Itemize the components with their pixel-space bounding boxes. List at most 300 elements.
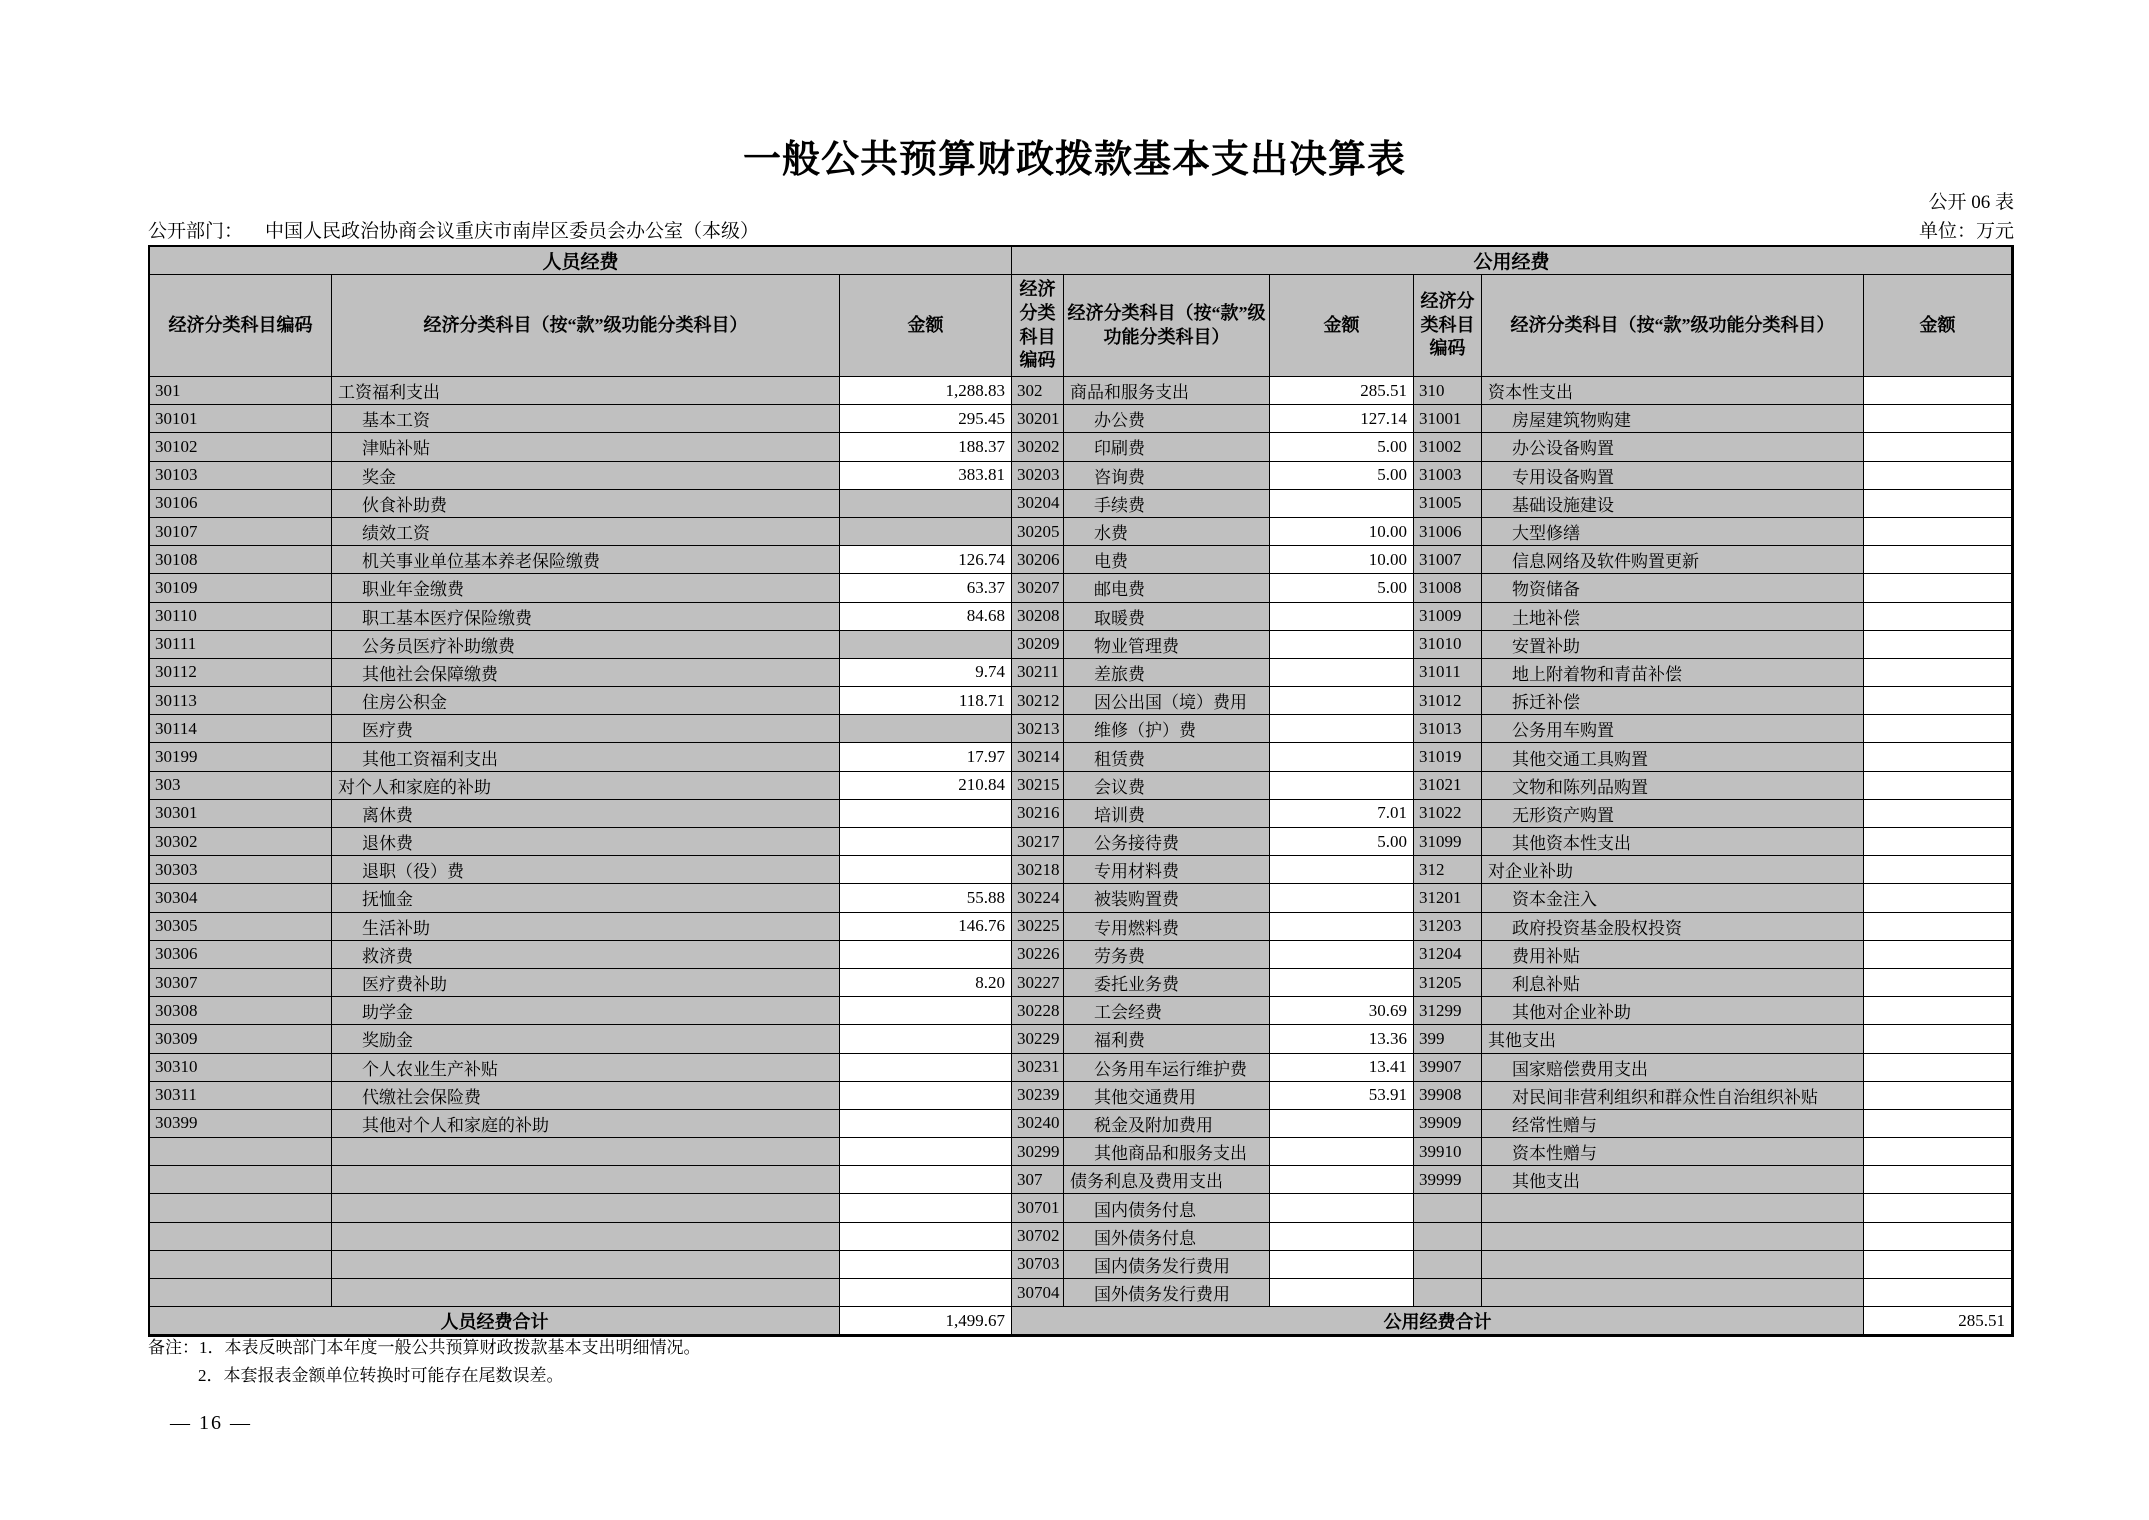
- right-subject-cell: 办公设备购置: [1482, 433, 1864, 461]
- left-subject-cell: 医疗费补助: [332, 969, 840, 997]
- department-line: [148, 216, 1398, 243]
- mid-subject-cell: 劳务费: [1064, 941, 1270, 969]
- left-subject-cell: 个人农业生产补贴: [332, 1054, 840, 1082]
- right-subject-cell: 对民间非营利组织和群众性自治组织补贴: [1482, 1082, 1864, 1110]
- right-code-cell: 31013: [1414, 715, 1482, 743]
- left-subject-cell: 医疗费: [332, 715, 840, 743]
- left-code-cell: 30310: [150, 1054, 332, 1082]
- right-code-cell: 31011: [1414, 659, 1482, 687]
- mid-code-cell: 30202: [1012, 433, 1064, 461]
- mid-amount-cell: 5.00: [1270, 828, 1414, 856]
- right-amount-cell: [1864, 603, 2012, 631]
- left-code-cell: 30199: [150, 743, 332, 771]
- left-amount-cell: [840, 1054, 1012, 1082]
- right-subject-cell: [1482, 1279, 1864, 1307]
- left-code-cell: 30307: [150, 969, 332, 997]
- right-subject-cell: 无形资产购置: [1482, 800, 1864, 828]
- mid-code-cell: 30208: [1012, 603, 1064, 631]
- column-header-code: 经济分类科目编码: [150, 275, 332, 377]
- right-code-cell: 31003: [1414, 462, 1482, 490]
- right-code-cell: 310: [1414, 377, 1482, 405]
- left-code-cell: [150, 1166, 332, 1194]
- mid-subject-cell: 国内债务付息: [1064, 1194, 1270, 1222]
- mid-code-cell: 30211: [1012, 659, 1064, 687]
- right-subject-cell: 其他支出: [1482, 1025, 1864, 1053]
- mid-code-cell: 30212: [1012, 687, 1064, 715]
- mid-amount-cell: 127.14: [1270, 405, 1414, 433]
- left-amount-cell: [840, 1166, 1012, 1194]
- left-amount-cell: 63.37: [840, 574, 1012, 602]
- column-header-amount: 金额: [1864, 275, 2012, 377]
- right-code-cell: 31299: [1414, 997, 1482, 1025]
- column-header-subject: 经济分类科目（按“款”级功能分类科目）: [332, 275, 840, 377]
- left-subject-cell: 职业年金缴费: [332, 574, 840, 602]
- mid-amount-cell: 5.00: [1270, 574, 1414, 602]
- right-amount-cell: [1864, 659, 2012, 687]
- mid-code-cell: 30704: [1012, 1279, 1064, 1307]
- mid-amount-cell: 30.69: [1270, 997, 1414, 1025]
- left-subject-cell: 绩效工资: [332, 518, 840, 546]
- budget-table: [148, 245, 2014, 1337]
- left-amount-cell: [840, 1025, 1012, 1053]
- left-code-cell: 30109: [150, 574, 332, 602]
- mid-amount-cell: [1270, 687, 1414, 715]
- mid-amount-cell: [1270, 1279, 1414, 1307]
- left-code-cell: 30304: [150, 884, 332, 912]
- mid-code-cell: 30231: [1012, 1054, 1064, 1082]
- section-header-personnel: 人员经费: [150, 247, 1012, 275]
- mid-subject-cell: 专用燃料费: [1064, 913, 1270, 941]
- right-subject-cell: [1482, 1223, 1864, 1251]
- mid-amount-cell: 285.51: [1270, 377, 1414, 405]
- left-amount-cell: 126.74: [840, 546, 1012, 574]
- right-amount-cell: [1864, 941, 2012, 969]
- public-total-amount: 285.51: [1864, 1307, 2012, 1335]
- right-code-cell: 31204: [1414, 941, 1482, 969]
- mid-subject-cell: 培训费: [1064, 800, 1270, 828]
- left-subject-cell: 生活补助: [332, 913, 840, 941]
- department-label: 公开部门：: [148, 221, 244, 242]
- left-amount-cell: 84.68: [840, 603, 1012, 631]
- left-amount-cell: 1,288.83: [840, 377, 1012, 405]
- right-amount-cell: [1864, 405, 2012, 433]
- mid-subject-cell: 被装购置费: [1064, 884, 1270, 912]
- mid-code-cell: 30204: [1012, 490, 1064, 518]
- right-subject-cell: [1482, 1194, 1864, 1222]
- right-subject-cell: 资本金注入: [1482, 884, 1864, 912]
- mid-code-cell: 30702: [1012, 1223, 1064, 1251]
- personnel-total-amount: 1,499.67: [840, 1307, 1012, 1335]
- mid-subject-cell: 国外债务发行费用: [1064, 1279, 1270, 1307]
- mid-code-cell: 30209: [1012, 631, 1064, 659]
- mid-subject-cell: 电费: [1064, 546, 1270, 574]
- right-code-cell: 31099: [1414, 828, 1482, 856]
- right-amount-cell: [1864, 913, 2012, 941]
- left-subject-cell: [332, 1223, 840, 1251]
- mid-subject-cell: 国外债务付息: [1064, 1223, 1270, 1251]
- left-subject-cell: 其他工资福利支出: [332, 743, 840, 771]
- left-code-cell: 30309: [150, 1025, 332, 1053]
- right-amount-cell: [1864, 433, 2012, 461]
- right-amount-cell: [1864, 997, 2012, 1025]
- mid-amount-cell: [1270, 603, 1414, 631]
- right-code-cell: 31012: [1414, 687, 1482, 715]
- right-subject-cell: 利息补贴: [1482, 969, 1864, 997]
- right-subject-cell: 地上附着物和青苗补偿: [1482, 659, 1864, 687]
- mid-code-cell: 30217: [1012, 828, 1064, 856]
- mid-amount-cell: 7.01: [1270, 800, 1414, 828]
- right-amount-cell: [1864, 1223, 2012, 1251]
- right-amount-cell: [1864, 856, 2012, 884]
- mid-amount-cell: [1270, 1166, 1414, 1194]
- mid-amount-cell: [1270, 659, 1414, 687]
- mid-subject-cell: 其他交通费用: [1064, 1082, 1270, 1110]
- right-subject-cell: 安置补助: [1482, 631, 1864, 659]
- left-subject-cell: 机关事业单位基本养老保险缴费: [332, 546, 840, 574]
- left-code-cell: 30305: [150, 913, 332, 941]
- right-subject-cell: 其他支出: [1482, 1166, 1864, 1194]
- left-amount-cell: [840, 800, 1012, 828]
- unit-label: 单位：万元: [1918, 221, 2014, 242]
- left-amount-cell: [840, 997, 1012, 1025]
- right-subject-cell: 其他资本性支出: [1482, 828, 1864, 856]
- left-subject-cell: 对个人和家庭的补助: [332, 772, 840, 800]
- mid-subject-cell: 债务利息及费用支出: [1064, 1166, 1270, 1194]
- right-code-cell: 312: [1414, 856, 1482, 884]
- right-subject-cell: 房屋建筑物购建: [1482, 405, 1864, 433]
- mid-subject-cell: 租赁费: [1064, 743, 1270, 771]
- mid-subject-cell: 办公费: [1064, 405, 1270, 433]
- right-code-cell: 31022: [1414, 800, 1482, 828]
- left-amount-cell: 8.20: [840, 969, 1012, 997]
- mid-code-cell: 30214: [1012, 743, 1064, 771]
- right-amount-cell: [1864, 772, 2012, 800]
- right-subject-cell: 政府投资基金股权投资: [1482, 913, 1864, 941]
- right-subject-cell: 其他对企业补助: [1482, 997, 1864, 1025]
- left-code-cell: 30107: [150, 518, 332, 546]
- left-subject-cell: 奖金: [332, 462, 840, 490]
- left-subject-cell: [332, 1279, 840, 1307]
- mid-amount-cell: [1270, 1194, 1414, 1222]
- left-subject-cell: 公务员医疗补助缴费: [332, 631, 840, 659]
- left-code-cell: 30111: [150, 631, 332, 659]
- left-subject-cell: 伙食补助费: [332, 490, 840, 518]
- right-subject-cell: 对企业补助: [1482, 856, 1864, 884]
- note-line: 2．本套报表金额单位转换时可能存在尾数误差。: [198, 1366, 564, 1385]
- right-code-cell: 31009: [1414, 603, 1482, 631]
- left-code-cell: [150, 1279, 332, 1307]
- left-amount-cell: 210.84: [840, 772, 1012, 800]
- right-amount-cell: [1864, 1025, 2012, 1053]
- mid-subject-cell: 水费: [1064, 518, 1270, 546]
- left-code-cell: 30399: [150, 1110, 332, 1138]
- left-amount-cell: 295.45: [840, 405, 1012, 433]
- mid-amount-cell: 13.41: [1270, 1054, 1414, 1082]
- mid-code-cell: 30225: [1012, 913, 1064, 941]
- left-subject-cell: 救济费: [332, 941, 840, 969]
- right-amount-cell: [1864, 1110, 2012, 1138]
- right-amount-cell: [1864, 462, 2012, 490]
- right-amount-cell: [1864, 715, 2012, 743]
- right-code-cell: 399: [1414, 1025, 1482, 1053]
- right-amount-cell: [1864, 1166, 2012, 1194]
- note-line: 备注：1．本表反映部门本年度一般公共预算财政拨款基本支出明细情况。: [148, 1338, 701, 1357]
- mid-code-cell: 30703: [1012, 1251, 1064, 1279]
- mid-subject-cell: 手续费: [1064, 490, 1270, 518]
- left-amount-cell: 146.76: [840, 913, 1012, 941]
- mid-subject-cell: 其他商品和服务支出: [1064, 1138, 1270, 1166]
- right-subject-cell: 资本性赠与: [1482, 1138, 1864, 1166]
- mid-amount-cell: [1270, 1223, 1414, 1251]
- left-code-cell: 30102: [150, 433, 332, 461]
- left-amount-cell: [840, 490, 1012, 518]
- right-amount-cell: [1864, 687, 2012, 715]
- left-subject-cell: 代缴社会保险费: [332, 1082, 840, 1110]
- mid-code-cell: 30205: [1012, 518, 1064, 546]
- left-code-cell: 30301: [150, 800, 332, 828]
- right-subject-cell: 基础设施建设: [1482, 490, 1864, 518]
- right-code-cell: 31201: [1414, 884, 1482, 912]
- left-code-cell: 30110: [150, 603, 332, 631]
- left-subject-cell: 住房公积金: [332, 687, 840, 715]
- right-amount-cell: [1864, 800, 2012, 828]
- right-code-cell: 31010: [1414, 631, 1482, 659]
- right-amount-cell: [1864, 884, 2012, 912]
- mid-amount-cell: [1270, 941, 1414, 969]
- right-code-cell: 31008: [1414, 574, 1482, 602]
- right-subject-cell: 文物和陈列品购置: [1482, 772, 1864, 800]
- column-header-amount: 金额: [1270, 275, 1414, 377]
- right-subject-cell: 物资储备: [1482, 574, 1864, 602]
- right-subject-cell: 拆迁补偿: [1482, 687, 1864, 715]
- mid-amount-cell: [1270, 1110, 1414, 1138]
- left-amount-cell: [840, 1251, 1012, 1279]
- mid-subject-cell: 会议费: [1064, 772, 1270, 800]
- mid-subject-cell: 差旅费: [1064, 659, 1270, 687]
- section-header-public: 公用经费: [1012, 247, 2012, 275]
- left-code-cell: 30303: [150, 856, 332, 884]
- mid-amount-cell: [1270, 743, 1414, 771]
- right-code-cell: 31021: [1414, 772, 1482, 800]
- right-amount-cell: [1864, 1194, 2012, 1222]
- left-subject-cell: 离休费: [332, 800, 840, 828]
- mid-amount-cell: [1270, 884, 1414, 912]
- left-subject-cell: 抚恤金: [332, 884, 840, 912]
- notes: [148, 1334, 1548, 1390]
- mid-code-cell: 30229: [1012, 1025, 1064, 1053]
- mid-code-cell: 30226: [1012, 941, 1064, 969]
- column-header-amount: 金额: [840, 275, 1012, 377]
- right-subject-cell: 土地补偿: [1482, 603, 1864, 631]
- right-subject-cell: [1482, 1251, 1864, 1279]
- right-code-cell: 31001: [1414, 405, 1482, 433]
- right-code-cell: 31019: [1414, 743, 1482, 771]
- right-code-cell: [1414, 1279, 1482, 1307]
- right-code-cell: [1414, 1251, 1482, 1279]
- left-code-cell: 30311: [150, 1082, 332, 1110]
- left-code-cell: [150, 1194, 332, 1222]
- mid-amount-cell: 13.36: [1270, 1025, 1414, 1053]
- mid-subject-cell: 公务用车运行维护费: [1064, 1054, 1270, 1082]
- right-code-cell: 31002: [1414, 433, 1482, 461]
- left-code-cell: 301: [150, 377, 332, 405]
- mid-code-cell: 30227: [1012, 969, 1064, 997]
- left-code-cell: 30112: [150, 659, 332, 687]
- right-amount-cell: [1864, 1082, 2012, 1110]
- right-code-cell: 31007: [1414, 546, 1482, 574]
- left-code-cell: [150, 1251, 332, 1279]
- left-subject-cell: 助学金: [332, 997, 840, 1025]
- right-amount-cell: [1864, 1251, 2012, 1279]
- mid-code-cell: 30218: [1012, 856, 1064, 884]
- mid-code-cell: 30216: [1012, 800, 1064, 828]
- right-subject-cell: 国家赔偿费用支出: [1482, 1054, 1864, 1082]
- mid-amount-cell: 5.00: [1270, 433, 1414, 461]
- right-amount-cell: [1864, 828, 2012, 856]
- left-subject-cell: 退职（役）费: [332, 856, 840, 884]
- left-subject-cell: 退休费: [332, 828, 840, 856]
- left-subject-cell: [332, 1166, 840, 1194]
- table-meta: [1410, 188, 2014, 246]
- left-amount-cell: [840, 1110, 1012, 1138]
- mid-amount-cell: 10.00: [1270, 518, 1414, 546]
- mid-amount-cell: 10.00: [1270, 546, 1414, 574]
- left-subject-cell: 工资福利支出: [332, 377, 840, 405]
- mid-subject-cell: 专用材料费: [1064, 856, 1270, 884]
- mid-code-cell: 307: [1012, 1166, 1064, 1194]
- left-code-cell: 30308: [150, 997, 332, 1025]
- left-amount-cell: [840, 1223, 1012, 1251]
- left-code-cell: 30302: [150, 828, 332, 856]
- mid-subject-cell: 国内债务发行费用: [1064, 1251, 1270, 1279]
- right-amount-cell: [1864, 574, 2012, 602]
- left-amount-cell: 55.88: [840, 884, 1012, 912]
- right-subject-cell: 信息网络及软件购置更新: [1482, 546, 1864, 574]
- right-subject-cell: 其他交通工具购置: [1482, 743, 1864, 771]
- left-code-cell: 303: [150, 772, 332, 800]
- mid-subject-cell: 物业管理费: [1064, 631, 1270, 659]
- table-number: 公开 06 表: [1928, 192, 2014, 213]
- right-code-cell: 39908: [1414, 1082, 1482, 1110]
- left-amount-cell: [840, 518, 1012, 546]
- left-subject-cell: 职工基本医疗保险缴费: [332, 603, 840, 631]
- right-code-cell: [1414, 1194, 1482, 1222]
- mid-code-cell: 30207: [1012, 574, 1064, 602]
- right-amount-cell: [1864, 518, 2012, 546]
- mid-subject-cell: 税金及附加费用: [1064, 1110, 1270, 1138]
- mid-amount-cell: [1270, 969, 1414, 997]
- mid-amount-cell: [1270, 1138, 1414, 1166]
- left-code-cell: [150, 1138, 332, 1166]
- mid-code-cell: 30224: [1012, 884, 1064, 912]
- column-header-code: 经济分类科目编码: [1012, 275, 1064, 377]
- right-subject-cell: 资本性支出: [1482, 377, 1864, 405]
- mid-amount-cell: [1270, 772, 1414, 800]
- right-code-cell: 39907: [1414, 1054, 1482, 1082]
- right-code-cell: [1414, 1223, 1482, 1251]
- left-subject-cell: [332, 1138, 840, 1166]
- right-code-cell: 31005: [1414, 490, 1482, 518]
- mid-subject-cell: 委托业务费: [1064, 969, 1270, 997]
- left-code-cell: 30103: [150, 462, 332, 490]
- left-code-cell: 30101: [150, 405, 332, 433]
- left-amount-cell: [840, 1138, 1012, 1166]
- mid-code-cell: 30201: [1012, 405, 1064, 433]
- right-subject-cell: 经常性赠与: [1482, 1110, 1864, 1138]
- mid-code-cell: 302: [1012, 377, 1064, 405]
- left-amount-cell: 118.71: [840, 687, 1012, 715]
- mid-amount-cell: [1270, 490, 1414, 518]
- right-subject-cell: 大型修缮: [1482, 518, 1864, 546]
- mid-subject-cell: 咨询费: [1064, 462, 1270, 490]
- mid-amount-cell: [1270, 913, 1414, 941]
- column-header-code: 经济分类科目编码: [1414, 275, 1482, 377]
- left-amount-cell: [840, 1279, 1012, 1307]
- left-amount-cell: [840, 1194, 1012, 1222]
- mid-subject-cell: 取暖费: [1064, 603, 1270, 631]
- mid-subject-cell: 公务接待费: [1064, 828, 1270, 856]
- mid-subject-cell: 商品和服务支出: [1064, 377, 1270, 405]
- public-total-label: 公用经费合计: [1012, 1307, 1864, 1335]
- right-subject-cell: 专用设备购置: [1482, 462, 1864, 490]
- right-code-cell: 31203: [1414, 913, 1482, 941]
- left-code-cell: 30113: [150, 687, 332, 715]
- mid-code-cell: 30701: [1012, 1194, 1064, 1222]
- left-amount-cell: [840, 828, 1012, 856]
- mid-amount-cell: 5.00: [1270, 462, 1414, 490]
- mid-code-cell: 30203: [1012, 462, 1064, 490]
- mid-code-cell: 30240: [1012, 1110, 1064, 1138]
- left-amount-cell: [840, 856, 1012, 884]
- column-header-subject: 经济分类科目（按“款”级功能分类科目）: [1482, 275, 1864, 377]
- left-amount-cell: 188.37: [840, 433, 1012, 461]
- left-subject-cell: [332, 1194, 840, 1222]
- left-code-cell: 30106: [150, 490, 332, 518]
- personnel-total-label: 人员经费合计: [150, 1307, 840, 1335]
- column-header-subject: 经济分类科目（按“款”级功能分类科目）: [1064, 275, 1270, 377]
- mid-amount-cell: [1270, 715, 1414, 743]
- left-subject-cell: 津贴补贴: [332, 433, 840, 461]
- left-amount-cell: 9.74: [840, 659, 1012, 687]
- mid-code-cell: 30215: [1012, 772, 1064, 800]
- mid-code-cell: 30213: [1012, 715, 1064, 743]
- right-code-cell: 39999: [1414, 1166, 1482, 1194]
- left-subject-cell: 其他对个人和家庭的补助: [332, 1110, 840, 1138]
- mid-subject-cell: 邮电费: [1064, 574, 1270, 602]
- left-code-cell: 30306: [150, 941, 332, 969]
- page-title: 一般公共预算财政拨款基本支出决算表: [742, 139, 1406, 181]
- right-code-cell: 39910: [1414, 1138, 1482, 1166]
- mid-amount-cell: [1270, 1251, 1414, 1279]
- right-amount-cell: [1864, 743, 2012, 771]
- right-amount-cell: [1864, 1279, 2012, 1307]
- left-amount-cell: [840, 1082, 1012, 1110]
- mid-code-cell: 30228: [1012, 997, 1064, 1025]
- mid-amount-cell: [1270, 856, 1414, 884]
- right-subject-cell: 费用补贴: [1482, 941, 1864, 969]
- left-subject-cell: 其他社会保障缴费: [332, 659, 840, 687]
- left-code-cell: 30108: [150, 546, 332, 574]
- left-code-cell: 30114: [150, 715, 332, 743]
- right-subject-cell: 公务用车购置: [1482, 715, 1864, 743]
- mid-subject-cell: 福利费: [1064, 1025, 1270, 1053]
- mid-code-cell: 30299: [1012, 1138, 1064, 1166]
- right-code-cell: 31205: [1414, 969, 1482, 997]
- mid-subject-cell: 工会经费: [1064, 997, 1270, 1025]
- right-amount-cell: [1864, 546, 2012, 574]
- left-amount-cell: 17.97: [840, 743, 1012, 771]
- mid-amount-cell: [1270, 631, 1414, 659]
